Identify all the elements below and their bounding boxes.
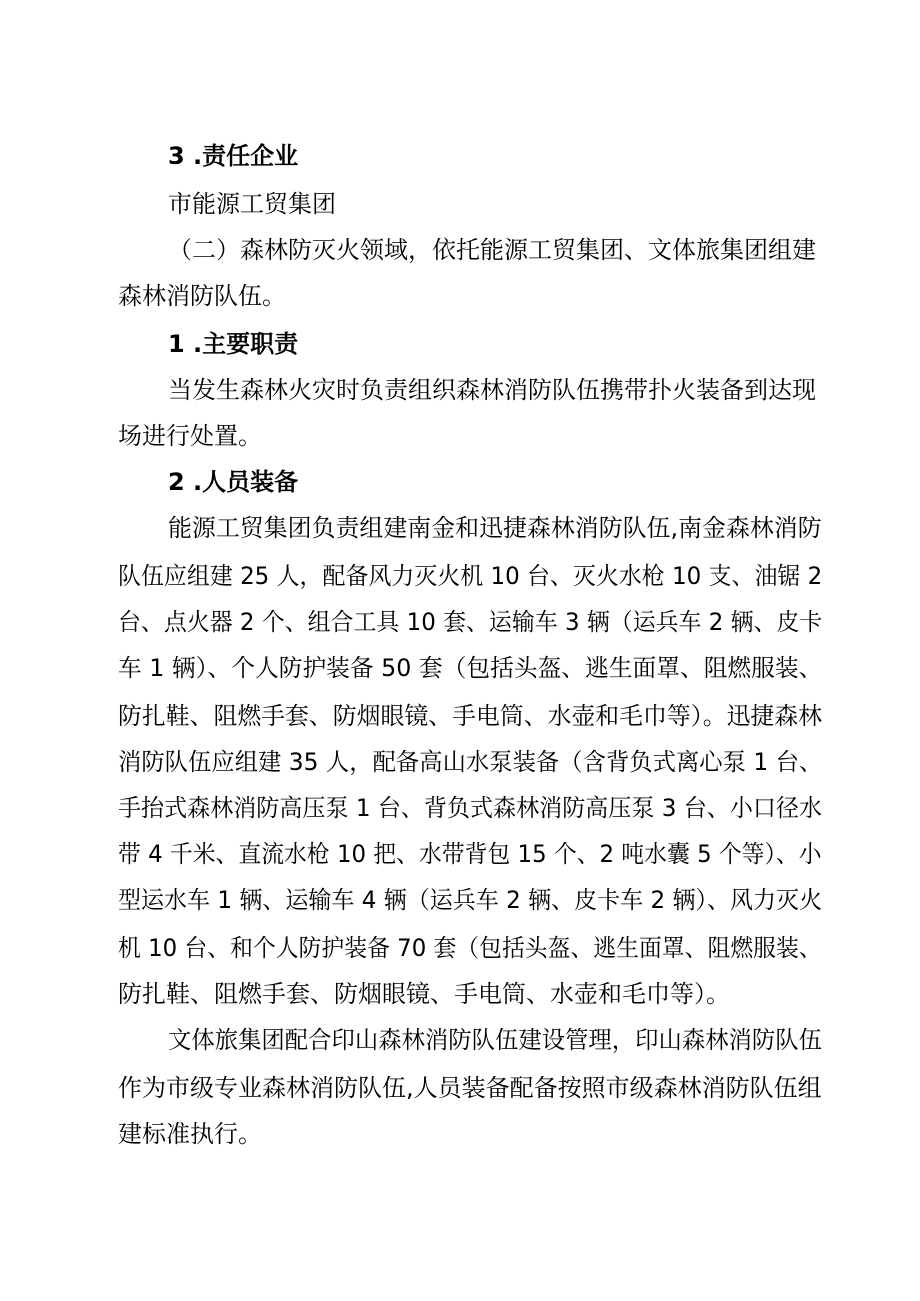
section-body-responsible-enterprise: 市能源工贸集团 [168, 190, 336, 218]
paragraph-main-duties-line-1: 当发生森林火灾时负责组织森林消防队伍携带扑火装备到达现 [168, 376, 816, 404]
paragraph-equipment-line: 机 10 台、和个人防护装备 70 套（包括头盔、逃生面罩、阻燃服装、 [118, 934, 822, 962]
paragraph-equipment-line: 消防队伍应组建 35 人，配备高山水泵装备（含背负式离心泵 1 台、 [118, 748, 823, 776]
paragraph-equipment-line: 型运水车 1 辆、运输车 4 辆（运兵车 2 辆、皮卡车 2 辆）、风力灭火 [118, 886, 823, 914]
paragraph-final-line: 作为市级专业森林消防队伍,人员装备配备按照市级森林消防队伍组 [118, 1074, 822, 1102]
paragraph-final-line: 建标准执行。 [118, 1120, 262, 1148]
paragraph-equipment-line: 带 4 千米、直流水枪 10 把、水带背包 15 个、2 吨水囊 5 个等）、小 [118, 840, 822, 868]
subheading-personnel-equipment: 2 .人员装备 [168, 468, 299, 496]
paragraph-forest-fire-line-2: 森林消防队伍。 [118, 282, 286, 310]
paragraph-equipment-line: 防扎鞋、阻燃手套、防烟眼镜、手电筒、水壶和毛巾等）。迅捷森林 [118, 702, 823, 730]
subheading-main-duties: 1 .主要职责 [168, 330, 299, 358]
paragraph-equipment-line: 车 1 辆）、个人防护装备 50 套（包括头盔、逃生面罩、阻燃服装、 [118, 654, 823, 682]
paragraph-equipment-line: 台、点火器 2 个、组合工具 10 套、运输车 3 辆（运兵车 2 辆、皮卡 [118, 608, 823, 636]
paragraph-final-line: 文体旅集团配合印山森林消防队伍建设管理，印山森林消防队伍 [168, 1026, 822, 1054]
paragraph-equipment-line: 防扎鞋、阻燃手套、防烟眼镜、手电筒、水壶和毛巾等）。 [118, 980, 730, 1008]
paragraph-main-duties-line-2: 场进行处置。 [118, 422, 262, 450]
paragraph-equipment-line: 能源工贸集团负责组建南金和迅捷森林消防队伍,南金森林消防 [168, 514, 822, 542]
paragraph-equipment-line: 队伍应组建 25 人，配备风力灭火机 10 台、灭火水枪 10 支、油锯 2 [118, 562, 823, 590]
paragraph-forest-fire-line-1: （二）森林防灭火领域，依托能源工贸集团、文体旅集团组建 [168, 236, 816, 264]
paragraph-equipment-line: 手抬式森林消防高压泵 1 台、背负式森林消防高压泵 3 台、小口径水 [118, 794, 823, 822]
section-heading-responsible-enterprise: 3 .责任企业 [168, 142, 299, 170]
